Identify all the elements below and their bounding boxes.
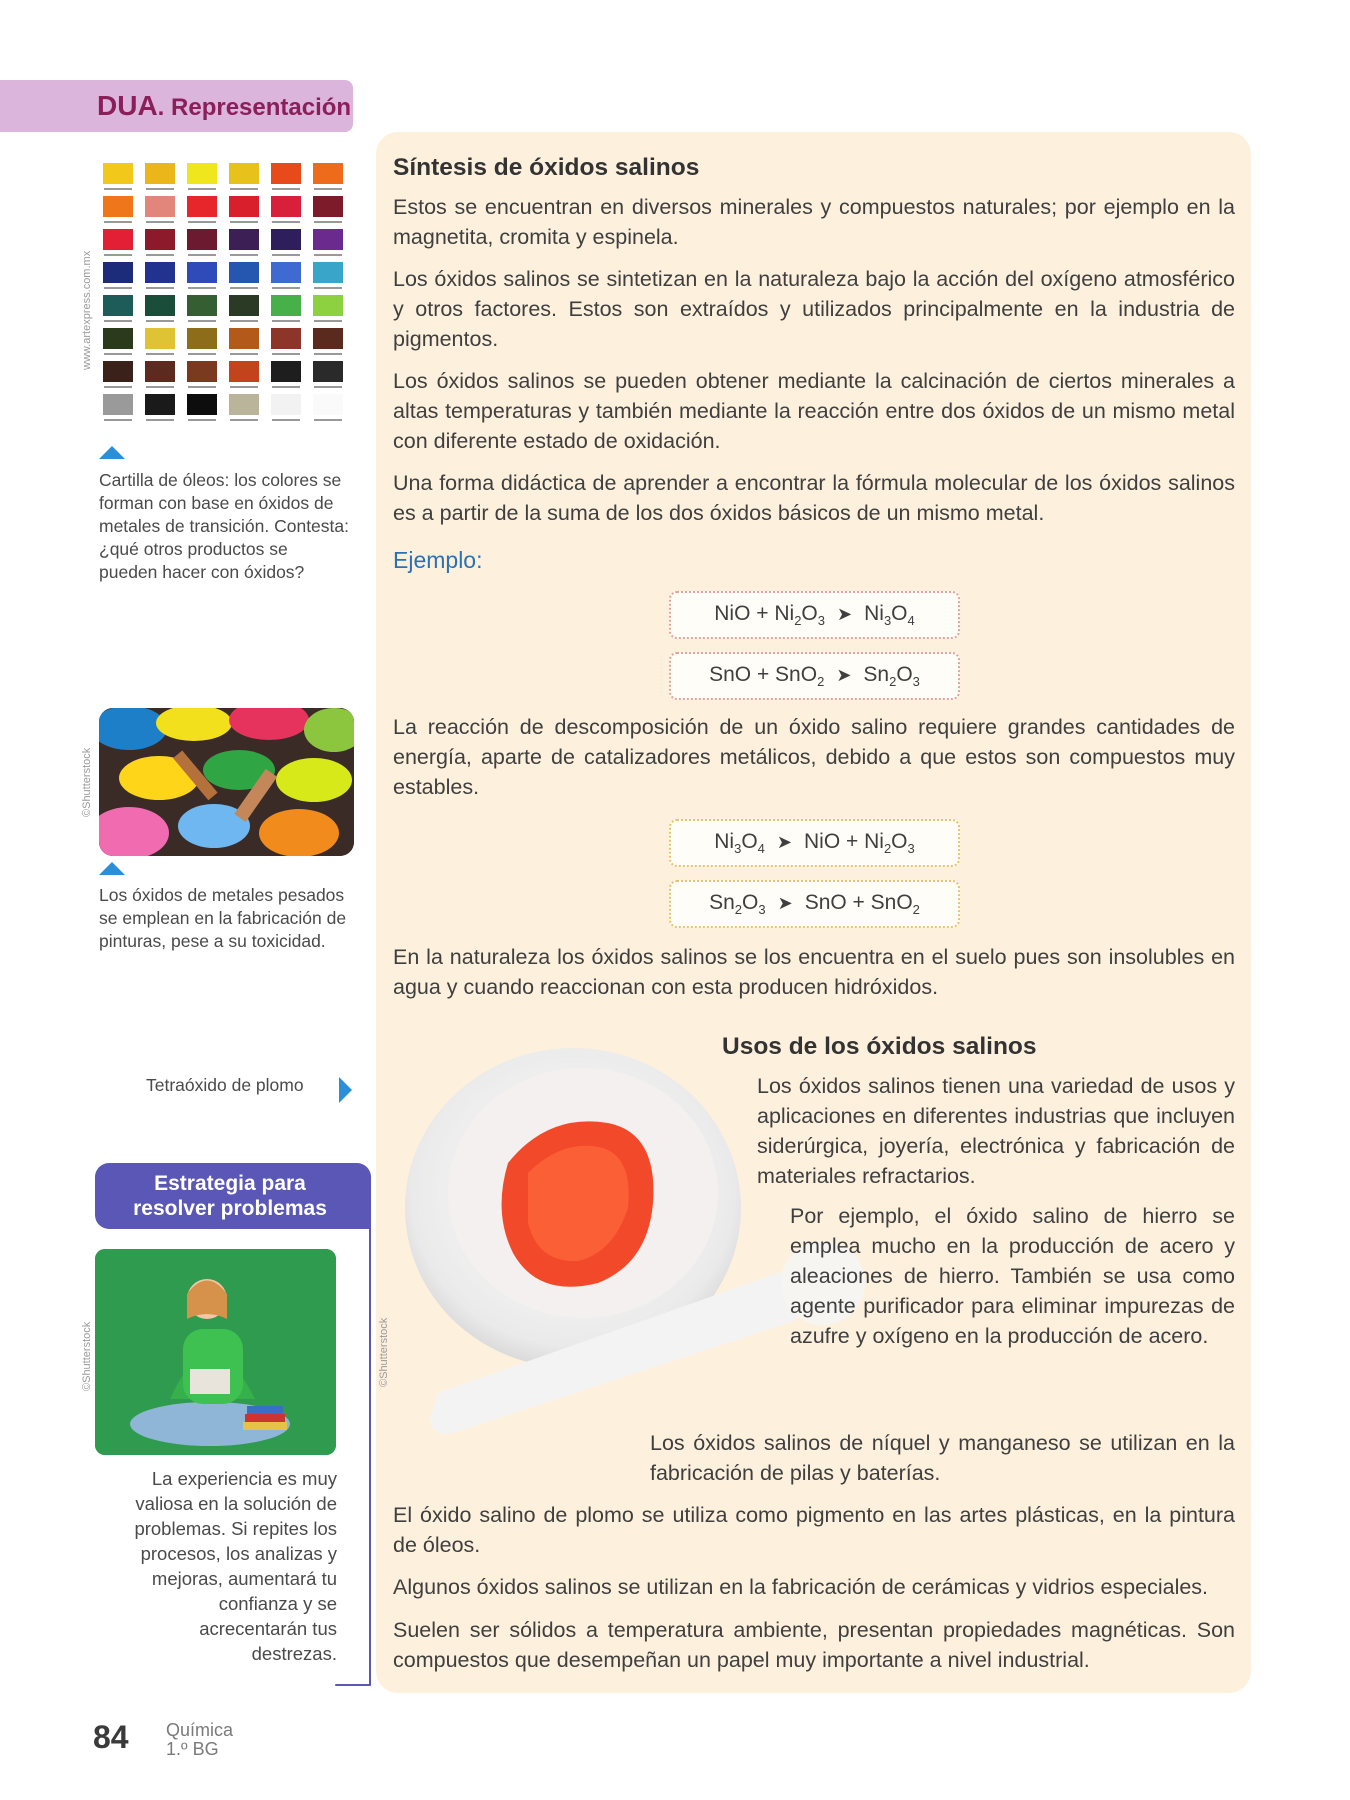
dua-rest: . Representación bbox=[157, 94, 352, 121]
chart-caption: Cartilla de óleos: los colores se forman con base en óxidos de metales de transición. Contesta: ¿qué otros productos se pueden hacer con óxidos? bbox=[99, 470, 349, 582]
usos-paragraph-1: Los óxidos salinos tienen una variedad de usos y aplicaciones en diferentes industrias que incluyen siderúrgica, joyería, electrónica y fabricación de materiales refractarios. bbox=[757, 1074, 1235, 1188]
swatch-label bbox=[188, 254, 216, 256]
equation-sn-decomposition: $Sn_2O_3$ ➤ SnO + SnO$_2$ bbox=[669, 880, 960, 928]
usos-paragraph-2: Por ejemplo, el óxido salino de hierro se emplea mucho en la producción de acero y aleaciones de hierro. También se usa como agente purificador para eliminar impurezas de azufre y oxígeno en la producción de acero. bbox=[790, 1204, 1235, 1348]
swatch-label bbox=[314, 254, 342, 256]
strategy-title-line1: Estrategia para bbox=[154, 1172, 306, 1195]
paint-swatch bbox=[271, 262, 301, 283]
swatch-label bbox=[104, 419, 132, 421]
swatch-label bbox=[272, 320, 300, 322]
subject-name: Química bbox=[166, 1720, 234, 1740]
swatch-label bbox=[230, 254, 258, 256]
paint-swatch bbox=[187, 394, 217, 415]
paint-swatch bbox=[145, 196, 175, 217]
paint-swatch bbox=[103, 394, 133, 415]
mortar-credit: ©Shutterstock bbox=[378, 1317, 390, 1387]
paint-swatch bbox=[103, 196, 133, 217]
swatch-label bbox=[314, 386, 342, 388]
swatch-label bbox=[230, 353, 258, 355]
swatch-label bbox=[104, 221, 132, 223]
lead-caption: Tetraóxido de plomo bbox=[146, 1075, 304, 1095]
paint-swatch bbox=[229, 229, 259, 250]
equation-sn-synthesis: SnO + SnO$_2$ ➤ $Sn_2O_3$ bbox=[669, 652, 960, 700]
paragraph-6: En la naturaleza los óxidos salinos se los encuentra en el suelo pues son insolubles en agua y cuando reaccionan con esta producen hidróxidos. bbox=[393, 945, 1235, 999]
strategy-title-line2: resolver problemas bbox=[133, 1197, 327, 1220]
paint-swatch bbox=[187, 229, 217, 250]
paint-swatch bbox=[103, 262, 133, 283]
swatch-label bbox=[230, 386, 258, 388]
paint-swatch bbox=[187, 328, 217, 349]
paint-swatch bbox=[271, 196, 301, 217]
swatch-label bbox=[314, 320, 342, 322]
paint-swatch bbox=[187, 295, 217, 316]
swatch-label bbox=[314, 353, 342, 355]
paint-swatch bbox=[229, 394, 259, 415]
paint-swatch bbox=[313, 361, 343, 382]
strategy-border bbox=[369, 1229, 371, 1685]
paragraph-3: Los óxidos salinos se pueden obtener mediante la calcinación de ciertos minerales a altas temperaturas y también mediante la reacción entre dos óxidos de un mismo metal con diferente estado de oxidación. bbox=[393, 369, 1235, 453]
swatch-label bbox=[104, 386, 132, 388]
swatch-label bbox=[230, 188, 258, 190]
paint-swatch bbox=[313, 295, 343, 316]
paint-swatch bbox=[145, 295, 175, 316]
swatch-label bbox=[272, 188, 300, 190]
paint-swatch bbox=[271, 229, 301, 250]
swatch-label bbox=[146, 221, 174, 223]
section-heading: Síntesis de óxidos salinos bbox=[393, 154, 700, 181]
paint-swatch bbox=[313, 229, 343, 250]
paint-swatch bbox=[103, 229, 133, 250]
student-photo bbox=[95, 1249, 336, 1455]
swatch-label bbox=[314, 221, 342, 223]
paint-swatch bbox=[229, 361, 259, 382]
swatch-label bbox=[104, 353, 132, 355]
paint-swatch bbox=[271, 394, 301, 415]
swatch-label bbox=[230, 419, 258, 421]
swatch-label bbox=[272, 221, 300, 223]
swatch-label bbox=[104, 287, 132, 289]
swatch-label bbox=[146, 188, 174, 190]
paragraph-1: Estos se encuentran en diversos minerales y compuestos naturales; por ejemplo en la magnetita, cromita y espinela. bbox=[393, 195, 1235, 249]
swatch-label bbox=[314, 188, 342, 190]
paint-swatch bbox=[103, 328, 133, 349]
swatch-label bbox=[188, 221, 216, 223]
equation-ni-synthesis: NiO + $Ni_2O_3$ ➤ $Ni_3O_4$ bbox=[669, 591, 960, 639]
paragraph-4: Una forma didáctica de aprender a encontrar la fórmula molecular de los óxidos salinos es a partir de la suma de los dos óxidos básicos de un mismo metal. bbox=[393, 471, 1235, 525]
swatch-label bbox=[146, 419, 174, 421]
paint-swatch bbox=[145, 394, 175, 415]
swatch-label bbox=[146, 287, 174, 289]
page-number: 84 bbox=[93, 1719, 129, 1755]
triangle-up-icon bbox=[99, 446, 125, 459]
usos-paragraph-5: Algunos óxidos salinos se utilizan en la fabricación de cerámicas y vidrios especiales. bbox=[393, 1575, 1209, 1599]
paint-swatch bbox=[187, 163, 217, 184]
paint-swatch bbox=[313, 394, 343, 415]
paint-swatch bbox=[145, 361, 175, 382]
paint-swatch bbox=[313, 262, 343, 283]
swatch-label bbox=[188, 419, 216, 421]
swatch-label bbox=[104, 320, 132, 322]
paint-swatch bbox=[229, 196, 259, 217]
paragraph-5: La reacción de descomposición de un óxido salino requiere grandes cantidades de energía, aparte de catalizadores metálicos, debido a que estos son compuestos muy estables. bbox=[393, 715, 1235, 799]
grade-name: 1.º BG bbox=[166, 1739, 219, 1759]
paint-swatch bbox=[103, 295, 133, 316]
swatch-label bbox=[146, 353, 174, 355]
triangle-right-icon bbox=[339, 1077, 352, 1103]
swatch-label bbox=[272, 353, 300, 355]
swatch-label bbox=[104, 188, 132, 190]
swatch-label bbox=[314, 419, 342, 421]
swatch-label bbox=[230, 221, 258, 223]
swatch-label bbox=[104, 254, 132, 256]
strategy-border-bottom bbox=[335, 1684, 371, 1686]
oil-color-chart-image bbox=[103, 163, 353, 433]
paint-swatch bbox=[103, 361, 133, 382]
swatch-label bbox=[146, 320, 174, 322]
swatch-label bbox=[146, 254, 174, 256]
paint-swatch bbox=[313, 328, 343, 349]
arrow-icon: ➤ bbox=[837, 604, 853, 624]
paint-swatch bbox=[145, 163, 175, 184]
paint-swatch bbox=[313, 163, 343, 184]
dua-word: DUA bbox=[97, 90, 158, 121]
arrow-icon: ➤ bbox=[836, 665, 852, 685]
usos-paragraph-3: Los óxidos salinos de níquel y manganeso se utilizan en la fabricación de pilas y baterías. bbox=[650, 1431, 1235, 1485]
paint-swatch bbox=[229, 295, 259, 316]
usos-paragraph-6: Suelen ser sólidos a temperatura ambiente, presentan propiedades magnéticas. Son compuestos que desempeñan un papel muy importante a nivel industrial. bbox=[393, 1618, 1235, 1672]
student-credit: ©Shutterstock bbox=[81, 1321, 93, 1391]
paint-swatch bbox=[187, 196, 217, 217]
paint-swatch bbox=[271, 361, 301, 382]
paint-swatch bbox=[271, 295, 301, 316]
paint-swatch bbox=[145, 328, 175, 349]
swatch-label bbox=[188, 353, 216, 355]
swatch-label bbox=[146, 386, 174, 388]
strategy-title bbox=[95, 1171, 365, 1221]
swatch-label bbox=[272, 386, 300, 388]
swatch-label bbox=[188, 188, 216, 190]
swatch-label bbox=[188, 386, 216, 388]
swatch-label bbox=[272, 254, 300, 256]
swatch-label bbox=[314, 287, 342, 289]
strategy-text: La experiencia es muy valiosa en la solución de problemas. Si repites los procesos, los analizas y mejoras, aumentará tu confianza y se acrecentarán tus destrezas. bbox=[134, 1468, 337, 1664]
paint-swatch bbox=[145, 229, 175, 250]
arrow-icon: ➤ bbox=[776, 832, 792, 852]
swatch-label bbox=[188, 320, 216, 322]
cans-credit: ©Shutterstock bbox=[81, 747, 93, 817]
chart-credit: www.artexpress.com.mx bbox=[81, 250, 93, 370]
paragraph-2: Los óxidos salinos se sintetizan en la naturaleza bajo la acción del oxígeno atmosférico y otros factores. Estos son extraídos y utilizados principalmente en la industria de pigmentos. bbox=[393, 267, 1235, 351]
paint-cans-image bbox=[99, 708, 354, 856]
paint-swatch bbox=[313, 196, 343, 217]
footer-subject bbox=[166, 1721, 233, 1759]
dua-title bbox=[97, 90, 351, 122]
paint-swatch bbox=[229, 163, 259, 184]
usos-heading: Usos de los óxidos salinos bbox=[722, 1033, 1037, 1060]
swatch-label bbox=[188, 287, 216, 289]
swatch-label bbox=[230, 287, 258, 289]
paint-swatch bbox=[187, 262, 217, 283]
swatch-label bbox=[272, 287, 300, 289]
equation-ni-decomposition: $Ni_3O_4$ ➤ NiO + $Ni_2O_3$ bbox=[669, 819, 960, 867]
ejemplo-label: Ejemplo: bbox=[393, 547, 483, 573]
swatch-label bbox=[272, 419, 300, 421]
cans-caption: Los óxidos de metales pesados se emplean en la fabricación de pinturas, pese a su toxicidad. bbox=[99, 885, 347, 951]
swatch-label bbox=[230, 320, 258, 322]
paint-swatch bbox=[271, 328, 301, 349]
paint-swatch bbox=[145, 262, 175, 283]
paint-swatch bbox=[271, 163, 301, 184]
triangle-up-icon bbox=[99, 862, 125, 875]
usos-paragraph-4: El óxido salino de plomo se utiliza como pigmento en las artes plásticas, en la pintura de óleos. bbox=[393, 1503, 1235, 1557]
paint-swatch bbox=[187, 361, 217, 382]
arrow-icon: ➤ bbox=[777, 893, 793, 913]
paint-swatch bbox=[229, 262, 259, 283]
paint-swatch bbox=[229, 328, 259, 349]
paint-swatch bbox=[103, 163, 133, 184]
